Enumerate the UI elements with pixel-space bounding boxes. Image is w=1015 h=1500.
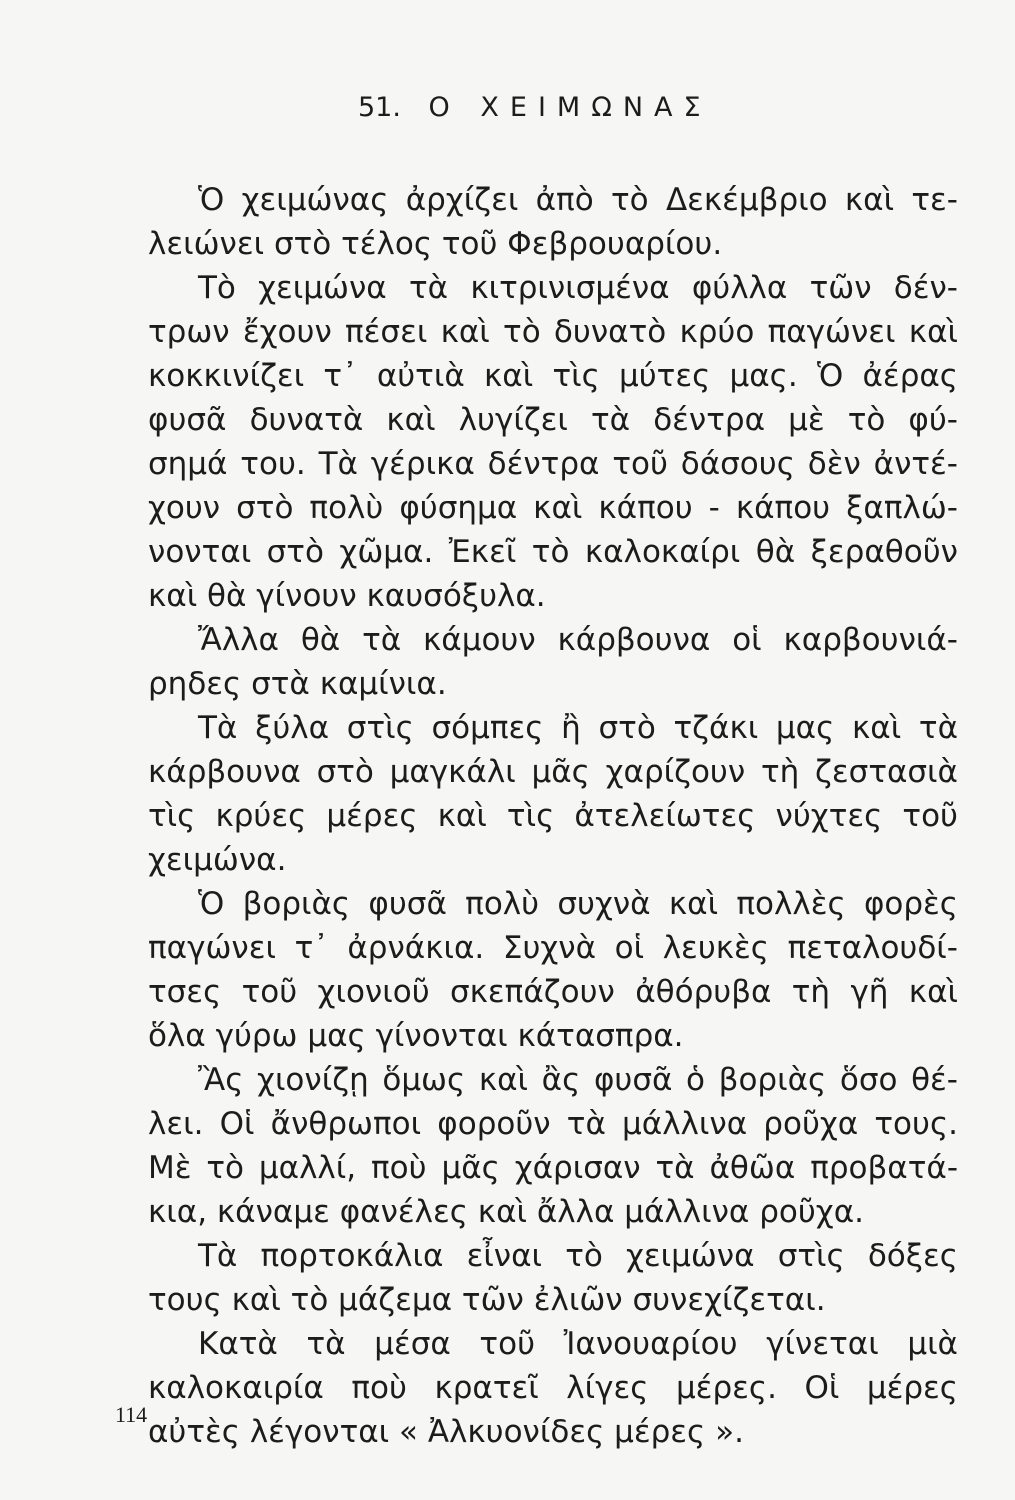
text-line: Τὸ χειμώνα τὰ κιτρινισμένα φύλλα τῶν δέν-	[198, 270, 958, 306]
text-line: Ἄλλα θὰ τὰ κάμουν κάρβουνα οἱ καρβουνιά-	[198, 622, 958, 658]
chapter-number: 51.	[358, 92, 401, 123]
text-line: ρηδες στὰ καμίνια.	[148, 666, 447, 702]
text-line: Ἂς χιονίζῃ ὅμως καὶ ἂς φυσᾶ ὁ βοριὰς ὅσο θέ-	[198, 1062, 958, 1098]
text-line: κια, κάναμε φανέλες καὶ ἄλλα μάλλινα ροῦχα.	[148, 1194, 864, 1230]
text-line: καλοκαιρία ποὺ κρατεῖ λίγες μέρες. Οἱ μέρες	[148, 1370, 958, 1406]
chapter-title: Ο ΧΕΙΜΩΝΑΣ	[428, 92, 712, 123]
text-line: χειμώνα.	[148, 842, 287, 878]
text-line: Μὲ τὸ μαλλί, ποὺ μᾶς χάρισαν τὰ ἀθῶα προβατά-	[148, 1150, 958, 1186]
text-line: τους καὶ τὸ μάζεμα τῶν ἐλιῶν συνεχίζεται.	[148, 1282, 826, 1318]
chapter-text	[148, 178, 958, 1454]
page-number: 114	[115, 1402, 148, 1427]
text-line: Τὰ πορτοκάλια εἶναι τὸ χειμώνα στὶς δόξες	[198, 1238, 958, 1274]
text-line: Κατὰ τὰ μέσα τοῦ Ἰανουαρίου γίνεται μιὰ	[198, 1326, 958, 1362]
text-line: καὶ θὰ γίνουν καυσόξυλα.	[148, 578, 546, 614]
text-line: λει. Οἱ ἄνθρωποι φοροῦν τὰ μάλλινα ροῦχα τους.	[148, 1106, 958, 1142]
text-line: φυσᾶ δυνατὰ καὶ λυγίζει τὰ δέντρα μὲ τὸ φύ-	[148, 402, 958, 438]
text-line: κοκκινίζει τ᾽ αὐτιὰ καὶ τὶς μύτες μας. Ὁ ἀέρας	[148, 358, 958, 394]
text-line: σημά του. Τὰ γέρικα δέντρα τοῦ δάσους δὲν ἀντέ-	[148, 446, 958, 482]
text-line: χουν στὸ πολὺ φύσημα καὶ κάπου - κάπου ξαπλώ-	[148, 490, 958, 526]
text-line: ὅλα γύρω μας γίνονται κάτασπρα.	[148, 1018, 684, 1054]
text-line: Τὰ ξύλα στὶς σόμπες ἢ στὸ τζάκι μας καὶ τὰ	[198, 710, 958, 746]
text-line: τὶς κρύες μέρες καὶ τὶς ἀτελείωτες νύχτες τοῦ	[148, 798, 958, 834]
text-line: νονται στὸ χῶμα. Ἐκεῖ τὸ καλοκαίρι θὰ ξεραθοῦν	[148, 534, 958, 570]
text-line: παγώνει τ᾽ ἀρνάκια. Συχνὰ οἱ λευκὲς πεταλουδί-	[148, 930, 958, 966]
text-line: τρων ἔχουν πέσει καὶ τὸ δυνατὸ κρύο παγώνει καὶ	[148, 314, 958, 350]
text-line: Ὁ βοριὰς φυσᾶ πολὺ συχνὰ καὶ πολλὲς φορὲς	[198, 886, 958, 922]
text-line: αὐτὲς λέγονται « Ἀλκυονίδες μέρες ».	[148, 1414, 744, 1450]
chapter-heading	[358, 92, 712, 123]
text-line: Ὁ χειμώνας ἀρχίζει ἀπὸ τὸ Δεκέμβριο καὶ τε-	[198, 182, 958, 218]
text-line: λειώνει στὸ τέλος τοῦ Φεβρουαρίου.	[148, 226, 723, 262]
text-line: κάρβουνα στὸ μαγκάλι μᾶς χαρίζουν τὴ ζεστασιὰ	[148, 754, 958, 790]
text-line: τσες τοῦ χιονιοῦ σκεπάζουν ἀθόρυβα τὴ γῆ καὶ	[148, 974, 958, 1010]
